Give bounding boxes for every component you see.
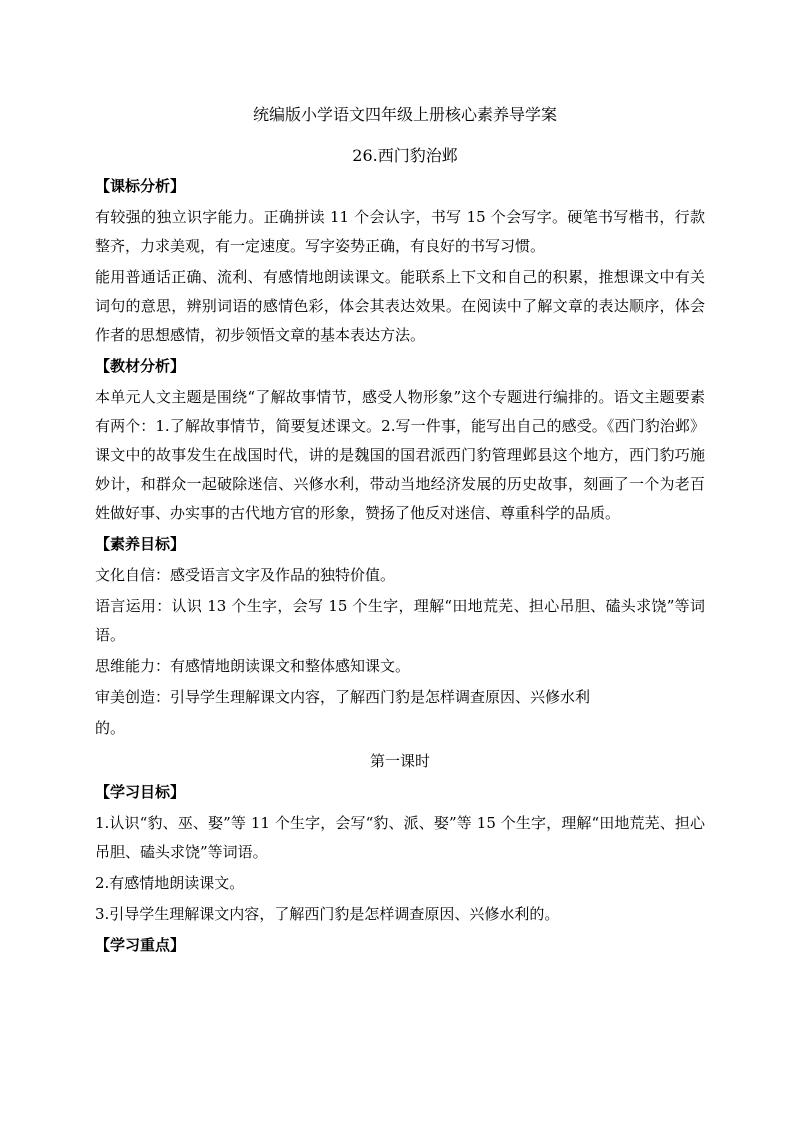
lesson-one-label: 第一课时 — [369, 752, 430, 770]
literacy-goal-aesthetics-end: 的。 — [95, 719, 126, 737]
literacy-goal-language: 语言运用：认识 13 个生字，会写 15 个生字，理解“田地荒芜、担心吊胆、磕头求饶”等词语。 — [95, 597, 705, 644]
document-title: 统编版小学语文四年级上册核心素养导学案 — [252, 105, 557, 124]
literacy-goal-aesthetics: 审美创造：引导学生理解课文内容，了解西门豹是怎样调查原因、兴修水利 — [95, 688, 591, 706]
learning-goal-3: 3.引导学生理解课文内容，了解西门豹是怎样调查原因、兴修水利的。 — [95, 905, 560, 923]
lesson-title: 26.西门豹治邺 — [352, 146, 458, 165]
literacy-goal-culture: 文化自信：感受语言文字及作品的独特价值。 — [95, 566, 396, 584]
literacy-goals-heading: 【素养目标】 — [95, 535, 186, 553]
curriculum-analysis-paragraph-2: 能用普通话正确、流利、有感情地朗读课文。能联系上下文和自己的积累，推想课文中有关词句的意思，辨别词语的感情色彩，体会其表达效果。在阅读中了解文章的表达顺序，体会作者的思想感情，初步领悟文章的基本表达方法。 — [95, 268, 705, 344]
learning-goals-heading: 【学习目标】 — [95, 783, 186, 801]
textbook-analysis-heading: 【教材分析】 — [95, 357, 186, 375]
textbook-analysis-paragraph: 本单元人文主题是围绕“了解故事情节，感受人物形象”这个专题进行编排的。语文主题要素有两个：1.了解故事情节，简要复述课文。2.写一件事，能写出自己的感受。《西门豹治邺》课文中的故事发生在战国时代，讲的是魏国的国君派西门豹管理邺县这个地方，西门豹巧施妙计，和群众一起破除迷信、兴修水利，带动当地经济发展的历史故事，刻画了一个为老百姓做好事、办实事的古代地方官的形象，赞扬了他反对迷信、尊重科学的品质。 — [95, 388, 705, 522]
learning-focus-heading: 【学习重点】 — [95, 936, 186, 954]
curriculum-analysis-paragraph-1: 有较强的独立识字能力。正确拼读 11 个会认字，书写 15 个会写字。硬笔书写楷书，行款整齐，力求美观，有一定速度。写字姿势正确，有良好的书写习惯。 — [95, 208, 705, 255]
learning-goal-1: 1.认识“豹、巫、娶”等 11 个生字，会写“豹、派、娶”等 15 个生字，理解“田地荒芜、担心吊胆、磕头求饶”等词语。 — [95, 814, 705, 861]
curriculum-analysis-heading: 【课标分析】 — [95, 177, 186, 195]
document-page — [95, 100, 705, 960]
literacy-goal-thinking: 思维能力：有感情地朗读课文和整体感知课文。 — [95, 657, 411, 675]
learning-goal-2: 2.有感情地朗读课文。 — [95, 874, 245, 892]
